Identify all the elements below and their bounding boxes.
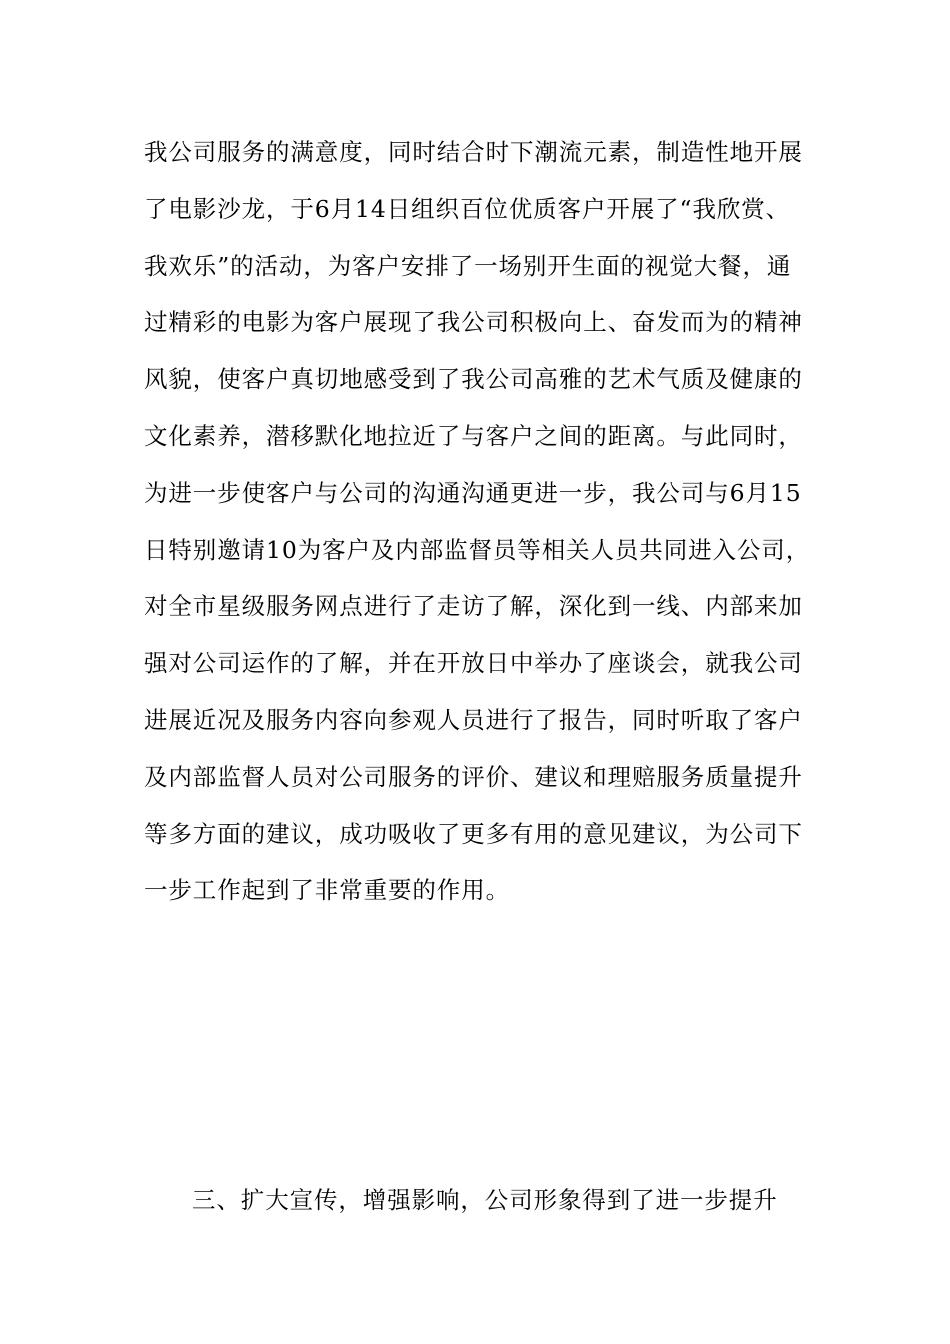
text-line: 对全市星级服务网点进行了走访了解，深化到一线、内部来加: [144, 592, 803, 621]
text-line: 等多方面的建议，成功吸收了更多有用的意见建议，为公司下: [144, 819, 803, 848]
text-line: 为进一步使客户与公司的沟通沟通更进一步，我公司与6月15: [144, 478, 802, 507]
text-line: 及内部监督人员对公司服务的评价、建议和理赔服务质量提升: [144, 762, 803, 791]
body-paragraph: [144, 128, 811, 923]
text-line: 强对公司运作的了解，并在开放日中举办了座谈会，就我公司: [144, 649, 803, 678]
text-line: 过精彩的电影为客户展现了我公司积极向上、奋发而为的精神: [144, 308, 803, 337]
text-line: 日特别邀请10为客户及内部监督员等相关人员共同进入公司，: [144, 535, 811, 564]
text-line: 文化素养，潜移默化地拉近了与客户之间的距离。与此同时，: [144, 421, 803, 450]
text-line: 我公司服务的满意度，同时结合时下潮流元素，制造性地开展: [144, 138, 803, 166]
text-line: 了电影沙龙，于6月14日组织百位优质客户开展了“我欣赏、: [144, 194, 791, 223]
text-line: 风貌，使客户真切地感受到了我公司高雅的艺术气质及健康的: [144, 365, 803, 394]
section-heading: 三、扩大宣传，增强影响，公司形象得到了进一步提升: [192, 1186, 778, 1214]
text-line: 进展近况及服务内容向参观人员进行了报告，同时听取了客户: [144, 705, 803, 734]
text-line: 一步工作起到了非常重要的作用。: [144, 876, 510, 905]
text-line: 我欢乐”的活动，为客户安排了一场别开生面的视觉大餐，通: [144, 251, 792, 280]
